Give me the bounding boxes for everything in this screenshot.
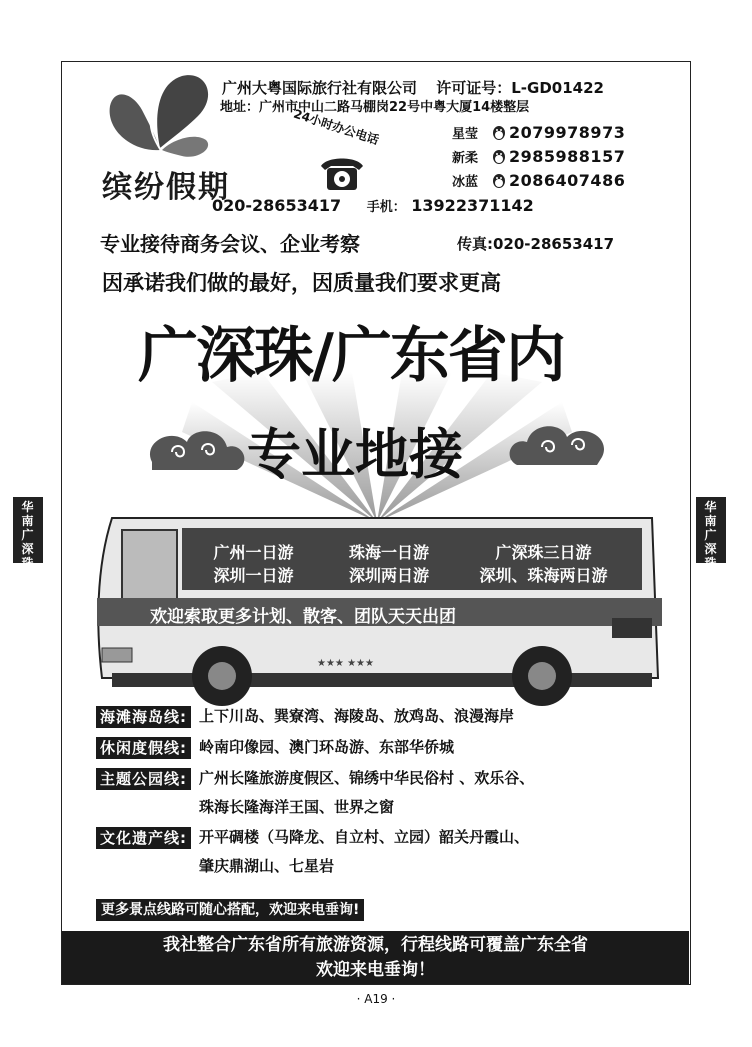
footer-band — [62, 931, 689, 985]
side-tab-char: 华 — [704, 500, 718, 514]
company-name: 广州大粤国际旅行社有限公司 — [222, 79, 418, 97]
route-row — [96, 706, 686, 728]
side-tab-char: 广 — [704, 528, 718, 542]
bus-banner: 欢迎索取更多计划、散客、团队天天出团 — [150, 607, 456, 627]
side-tab-char: 珠 — [21, 556, 35, 570]
qq-number: 2079978973 — [509, 122, 626, 142]
qq-contact-name: 星莹 — [452, 126, 479, 142]
route-text: 上下川岛、巽寮湾、海陵岛、放鸡岛、浪漫海岸 — [199, 707, 515, 725]
qq-penguin-icon — [492, 125, 506, 140]
side-tab-char: 广 — [21, 528, 35, 542]
side-tab-char: 深 — [21, 542, 35, 556]
page-number: · A19 · — [356, 992, 396, 1006]
butterfly-logo-icon — [102, 70, 222, 162]
route-tag: 文化遗产线: — [96, 827, 191, 849]
footer-line: 我社整合广东省所有旅游资源，行程线路可覆盖广东全省 — [163, 935, 588, 955]
tour-name: 深圳、珠海两日游 — [479, 566, 608, 585]
mobile-label: 手机： — [366, 200, 406, 215]
route-list — [96, 706, 686, 886]
tour-name: 深圳两日游 — [348, 566, 429, 585]
qq-number: 2985988157 — [509, 146, 626, 166]
business-slogan: 专业接待商务会议、企业考察 — [100, 232, 360, 256]
qq-number: 2086407486 — [509, 170, 626, 190]
side-tab-char: 深 — [704, 542, 718, 556]
telephone-icon — [317, 152, 367, 192]
ad-page — [61, 61, 691, 985]
headline-region: 广深珠/广东省内 — [138, 321, 564, 391]
route-text: 岭南印像园、澳门环岛游、东部华侨城 — [199, 738, 455, 756]
bus-stars: ★★★ ★★★ — [317, 658, 374, 669]
route-tag: 主题公园线: — [96, 768, 191, 790]
phone-line — [212, 196, 534, 215]
side-tab-char: 珠 — [704, 556, 718, 570]
route-tag: 休闲度假线: — [96, 737, 191, 759]
qq-penguin-icon — [492, 173, 506, 188]
hotline-label: 24小时办公电话 — [291, 106, 381, 148]
qq-contact-name: 新柔 — [452, 150, 479, 166]
tour-name: 广深珠三日游 — [495, 543, 592, 562]
qq-contact-name: 冰蓝 — [452, 174, 479, 190]
footer-line: 欢迎来电垂询！ — [316, 960, 435, 980]
route-row — [96, 768, 686, 818]
route-text — [199, 768, 534, 818]
route-text-line: 开平碉楼（马降龙、自立村、立园）韶关丹霞山、 — [199, 828, 530, 846]
headline-service: 专业地接 — [247, 423, 463, 486]
qq-contact-row — [452, 168, 625, 192]
route-text-line: 广州长隆旅游度假区、锦绣中华民俗村 、欢乐谷、 — [199, 769, 535, 787]
tour-name: 深圳一日游 — [213, 566, 294, 585]
bus-tour-cell — [186, 540, 321, 586]
route-row — [96, 827, 686, 877]
route-tag: 海滩海岛线: — [96, 706, 191, 728]
cloud-left-icon — [142, 422, 252, 482]
qq-penguin-icon — [492, 149, 506, 164]
bus-tour-cell — [324, 540, 454, 586]
office-phone: 020-28653417 — [212, 196, 342, 215]
route-text — [199, 827, 529, 877]
side-tab-char: 南 — [704, 514, 718, 528]
company-address: 地址：广州市中山二路马棚岗22号中粤大厦14楼整层 — [220, 100, 530, 115]
side-tab-char: 华 — [21, 500, 35, 514]
side-tab-right — [696, 497, 726, 570]
side-tab-char: 南 — [21, 514, 35, 528]
quality-slogan: 因承诺我们做的最好，因质量我们要求更高 — [102, 271, 501, 295]
license-number: 许可证号：L-GD01422 — [436, 79, 604, 97]
cloud-right-icon — [502, 417, 612, 477]
qq-contact-row — [452, 144, 625, 168]
fax-number: 传真:020-28653417 — [457, 235, 615, 253]
logo-text: 缤纷假期 — [102, 170, 230, 205]
route-text-line: 珠海长隆海洋王国、世界之窗 — [199, 798, 395, 816]
route-text-line: 肇庆鼎湖山、七星岩 — [199, 857, 335, 875]
tour-name: 珠海一日游 — [348, 543, 429, 562]
more-routes-note: 更多景点线路可随心搭配，欢迎来电垂询! — [96, 899, 364, 921]
bus-tour-cell — [456, 540, 631, 586]
company-header — [222, 77, 604, 98]
qq-contact-list — [452, 120, 625, 192]
route-row — [96, 737, 686, 759]
side-tab-left — [13, 497, 43, 570]
mobile-number: 13922371142 — [411, 196, 534, 215]
tour-name: 广州一日游 — [213, 543, 294, 562]
qq-contact-row — [452, 120, 625, 144]
